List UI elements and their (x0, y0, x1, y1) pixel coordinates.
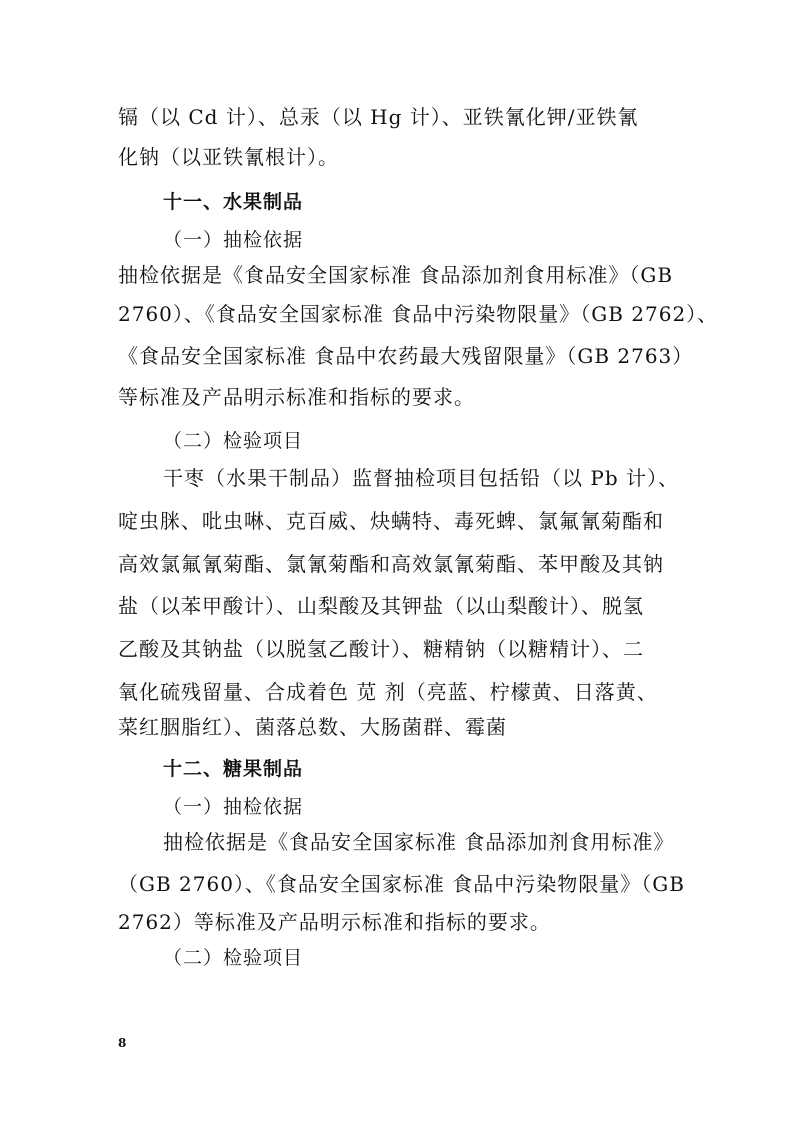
body-text-line: 盐（以苯甲酸计）、山梨酸及其钾盐（以山梨酸计）、脱氢 (118, 594, 644, 618)
body-text-line: 《食品安全国家标准 食品中农药最大残留限量》（GB 2763） (118, 344, 694, 368)
body-text-line: 干枣（水果干制品）监督抽检项目包括铅（以 Pb 计）、 (163, 466, 679, 490)
body-text-line: 高效氯氟氰菊酯、氯氰菊酯和高效氯氰菊酯、苯甲酸及其钠 (118, 552, 664, 576)
subsection-heading-items: （二）检验项目 (163, 430, 304, 452)
body-text-line: 镉（以 Cd 计）、总汞（以 Hg 计）、亚铁氰化钾/亚铁氰 (118, 105, 639, 129)
body-text-line: 氧化硫残留量、合成着色 苋 剂（亮蓝、柠檬黄、日落黄、 (118, 680, 658, 704)
body-text-line: （GB 2760）、《食品安全国家标准 食品中污染物限量》（GB (118, 872, 685, 896)
body-text-line: 抽检依据是《食品安全国家标准 食品添加剂食用标准》（GB (118, 263, 674, 287)
subsection-heading-items: （二）检验项目 (163, 947, 304, 969)
body-text-line: 等标准及产品明示标准和指标的要求。 (118, 385, 475, 409)
body-text-line: 化钠（以亚铁氰根计）。 (118, 145, 339, 169)
subsection-heading-basis: （一）抽检依据 (163, 796, 304, 818)
body-text-line: 乙酸及其钠盐（以脱氢乙酸计）、糖精钠（以糖精计）、二 (118, 637, 644, 661)
body-text-line: 菜红胭脂红）、菌落总数、大肠菌群、霉菌 (118, 715, 507, 739)
section-heading-fruit-products: 十一、水果制品 (163, 191, 304, 213)
body-text-line: 抽检依据是《食品安全国家标准 食品添加剂食用标准》 (163, 830, 675, 854)
body-text-line: 啶虫脒、吡虫啉、克百威、炔螨特、毒死蜱、氯氟氰菊酯和 (118, 509, 664, 533)
body-text-line: 2762）等标准及产品明示标准和指标的要求。 (118, 910, 551, 934)
subsection-heading-basis: （一）抽检依据 (163, 229, 304, 251)
section-heading-candy-products: 十二、糖果制品 (163, 758, 304, 780)
body-text-line: 2760）、《食品安全国家标准 食品中污染物限量》（GB 2762）、 (118, 302, 719, 326)
page-number: 8 (118, 1036, 127, 1050)
